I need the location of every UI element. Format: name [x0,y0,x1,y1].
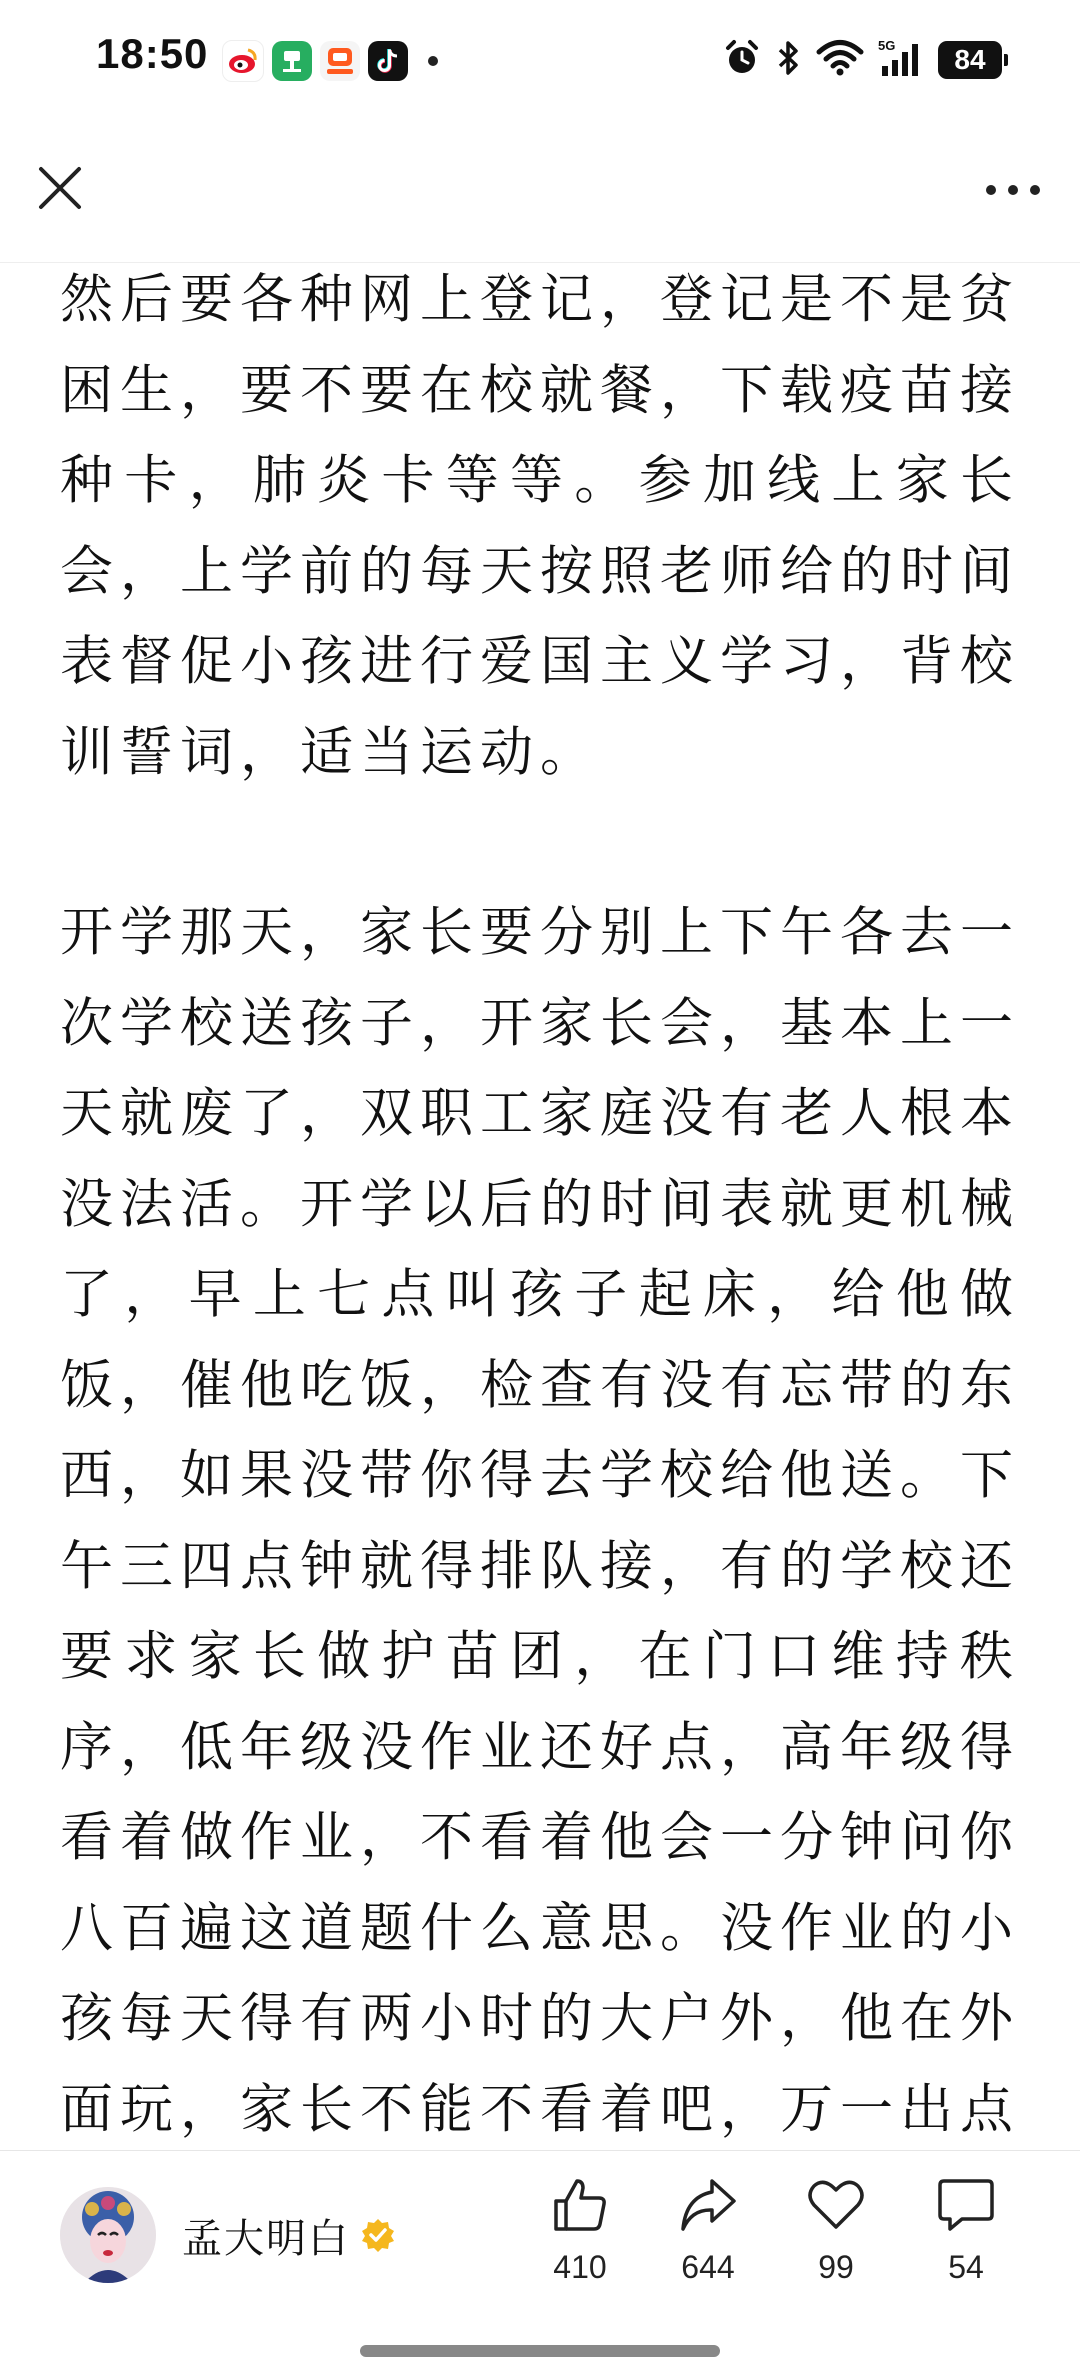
share-button[interactable] [658,2175,758,2286]
close-icon [37,165,83,215]
share-count: 644 [681,2249,735,2285]
verified-badge-icon [360,2217,396,2253]
pinduoduo-icon [272,41,312,81]
close-button[interactable] [30,160,90,220]
author-info[interactable] [60,2187,396,2283]
5g-signal-icon [878,38,924,82]
status-bar [0,0,1080,120]
like-button[interactable] [530,2175,630,2286]
favorite-button[interactable] [786,2175,886,2286]
like-count: 410 [553,2249,607,2285]
svg-text:5G: 5G [878,38,896,53]
share-icon [658,2175,758,2235]
article-content[interactable] [0,263,1080,2150]
comment-button[interactable] [916,2175,1016,2286]
notification-app-icons [222,40,438,82]
comment-count: 54 [948,2249,984,2285]
more-icon [985,181,1041,200]
author-name[interactable]: 孟大明白 [182,2215,350,2262]
alarm-icon [722,38,762,82]
article-text-container [60,263,1020,2150]
home-indicator[interactable] [360,2345,720,2357]
favorite-count: 99 [818,2249,854,2285]
heart-icon [786,2175,886,2235]
battery-indicator: 84 [938,41,1002,79]
article-paragraph: 开学那天，家长要分别上下午各去一次学校送孩子，开家长会，基本上一天就废了，双职工家庭没有老人根本没法活。开学以后的时间表就更机械了，早上七点叫孩子起床，给他做饭，催他吃饭，检查有没有忘带的东西，如果没带你得去学校给他送。下午三四点钟就得排队接，有的学校还要求家长做护苗团，在门口维持秩序，低年级没作业还好点，高年级得看着做作业，不看着他会一分钟问你八百遍这道题什么意思。没作业的小孩每天得有两小时的大户外，他在外面玩，家长不能不看着吧，万一出点 [60,902,1020,2140]
comment-icon [916,2175,1016,2235]
top-nav-bar [0,120,1080,263]
engagement-actions [530,2175,1040,2295]
taobao-icon [320,41,360,81]
avatar[interactable] [60,2187,156,2283]
wifi-icon [816,39,864,81]
tiktok-icon [368,41,408,81]
more-options-button[interactable] [976,160,1050,220]
bottom-action-bar [0,2150,1080,2375]
more-notifications-dot [428,56,438,66]
system-status-icons [722,38,1002,82]
thumbs-up-icon [530,2175,630,2235]
bluetooth-icon [776,38,802,82]
weibo-icon [222,40,264,82]
status-time: 18:50 [96,30,209,77]
article-paragraph: 然后要各种网上登记，登记是不是贫困生，要不要在校就餐，下载疫苗接种卡，肺炎卡等等。参加线上家长会，上学前的每天按照老师给的时间表督促小孩进行爱国主义学习，背校训誓词，适当运动。 [60,269,1020,783]
